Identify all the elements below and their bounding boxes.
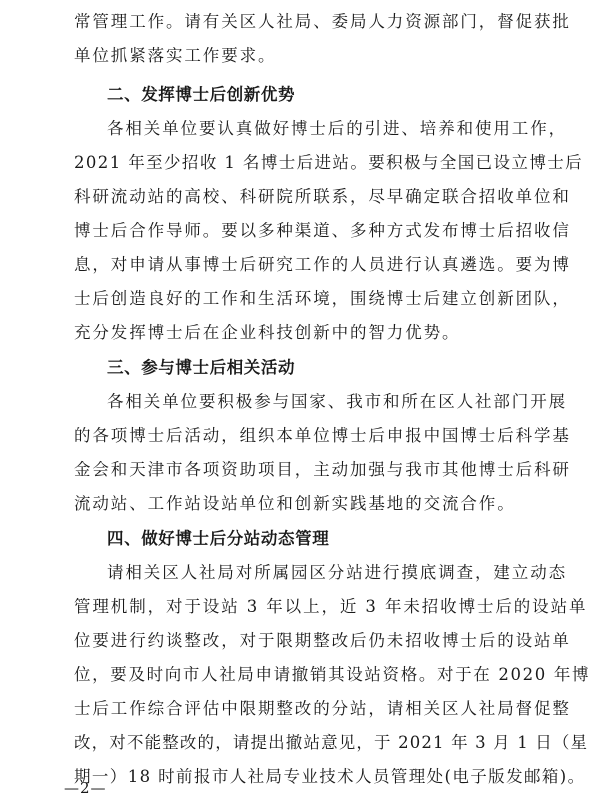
body-line: 科研流动站的高校、科研院所联系，尽早确定联合招收单位和 — [74, 187, 571, 206]
body-line: 流动站、工作站设站单位和创新实践基地的交流合作。 — [74, 494, 516, 513]
body-line: 期一）18 时前报市人社局专业技术人员管理处(电子版发邮箱)。 — [74, 767, 586, 786]
section-heading: 二、发挥博士后创新优势 — [107, 85, 296, 104]
section-heading: 三、参与博士后相关活动 — [107, 358, 296, 377]
body-line: 常管理工作。请有关区人社局、委局人力资源部门，督促获批 — [74, 12, 571, 31]
section-heading: 四、做好博士后分站动态管理 — [107, 529, 330, 548]
body-line: 士后创造良好的工作和生活环境，围绕博士后建立创新团队， — [74, 289, 571, 308]
body-line: 位，要及时向市人社局申请撤销其设站资格。对于在 2020 年博 — [74, 665, 590, 684]
body-line: 请相关区人社局对所属园区分站进行摸底调查，建立动态 — [107, 563, 567, 582]
body-line: 博士后合作导师。要以多种渠道、多种方式发布博士后招收信 — [74, 221, 571, 240]
body-line: 士后工作综合评估中限期整改的分站，请相关区人社局督促整 — [74, 699, 571, 718]
body-line: 各相关单位要认真做好博士后的引进、培养和使用工作， — [107, 119, 567, 138]
page-number: —2— — [64, 779, 107, 797]
body-line: 单位抓紧落实工作要求。 — [74, 46, 277, 65]
body-line: 管理机制，对于设站 3 年以上，近 3 年未招收博士后的设站单 — [74, 597, 588, 616]
body-line: 改，对不能整改的，请提出撤站意见，于 2021 年 3 月 1 日（星 — [74, 733, 589, 752]
body-line: 充分发挥博士后在企业科技创新中的智力优势。 — [74, 323, 461, 342]
body-line: 息，对申请从事博士后研究工作的人员进行认真遴选。要为博 — [74, 255, 571, 274]
body-line: 的各项博士后活动，组织本单位博士后申报中国博士后科学基 — [74, 426, 571, 445]
body-line: 2021 年至少招收 1 名博士后进站。要积极与全国已设立博士后 — [74, 153, 584, 172]
body-line: 金会和天津市各项资助项目，主动加强与我市其他博士后科研 — [74, 460, 571, 479]
body-line: 位要进行约谈整改，对于限期整改后仍未招收博士后的设站单 — [74, 631, 571, 650]
body-line: 各相关单位要积极参与国家、我市和所在区人社部门开展 — [107, 392, 567, 411]
